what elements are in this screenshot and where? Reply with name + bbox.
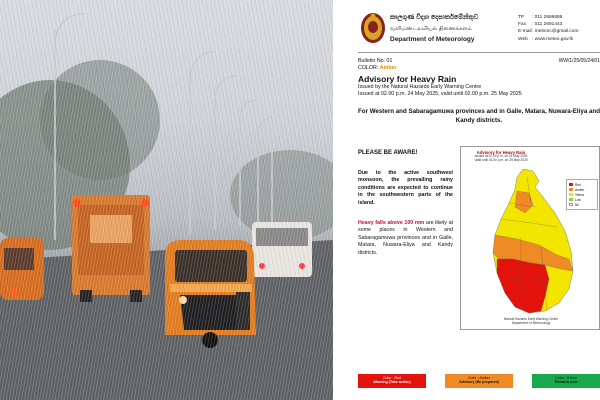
contact-key: E-mail <box>518 29 532 35</box>
box-meaning: Threat is over <box>554 380 578 385</box>
map-footer <box>461 317 600 325</box>
legend-swatch <box>569 188 573 191</box>
legend-label: Red <box>575 182 581 187</box>
monsoon-paragraph: Due to the active southwest monsoon, the prevailing rainy conditions are expected to continue in the southwestern parts of the island. <box>358 169 453 206</box>
map-footer-centre: Natural Hazards Early Warning Centre <box>503 317 559 321</box>
sri-lanka-map <box>461 147 600 331</box>
aware-heading: PLEASE BE AWARE! <box>358 150 418 156</box>
bulletin-ref: WW/1/25/05/24/01 <box>558 58 600 64</box>
map-valid: Valid until 02.00 p.m. on 25 May 2025 <box>474 157 528 162</box>
color-key-footer <box>358 374 600 388</box>
legend-label: Low <box>575 197 581 202</box>
org-name-tamil: வளிமண்டலவியல் திணைக்களம் <box>390 26 472 32</box>
contact-block <box>518 14 578 43</box>
map-footer-dept: Department of Meteorology <box>511 321 551 325</box>
green-over-box <box>532 374 600 388</box>
rainfall-rest: are likely at some places in Western and Sabaragamuwa provinces and in Galle, Matara, Nuwara-Eliya and Kandy districts. <box>358 219 453 256</box>
contact-key: Fax <box>518 22 526 28</box>
legend-label: Nil <box>575 202 579 207</box>
legend-label: Amber <box>575 187 585 192</box>
box-meaning: Warning (Take action) <box>373 380 411 385</box>
org-name-sinhala: කාලගුණ විද්‍යා දෙපාර්තමේන්තුව <box>390 14 479 21</box>
legend-swatch <box>569 203 573 206</box>
divider <box>358 52 600 53</box>
legend-label: Yellow <box>575 192 585 197</box>
box-color: Color : Red <box>382 376 402 380</box>
contact-email: : metnmc@gmail.com <box>532 29 579 35</box>
box-meaning: Advisory (Be prepared) <box>459 380 499 385</box>
color-label: COLOR: <box>358 65 379 71</box>
contact-web: : www.meteo.gov.lk <box>532 36 573 42</box>
map-title: Advisory for Heavy Rain <box>476 150 526 155</box>
amber-advisory-box <box>445 374 513 388</box>
red-warning-box <box>358 374 426 388</box>
legend-item <box>569 202 595 207</box>
bulletin-number: Bulletin No: 01 <box>358 58 393 64</box>
rainfall-highlight: Heavy falls above 100 mm <box>358 219 425 226</box>
contact-tp: : 011 2686686 <box>532 15 563 20</box>
contact-key: TP <box>518 15 525 20</box>
advisory-title: Advisory for Heavy Rain <box>358 74 457 84</box>
issued-by: Issued by the Natural Hazards Early Warning Centre <box>358 84 482 90</box>
weather-bulletin <box>340 0 600 400</box>
color-value: Amber <box>379 65 397 71</box>
legend-swatch <box>569 198 573 201</box>
contact-fax: : 011 2691443 <box>532 22 563 28</box>
org-name-english: Department of Meteorology <box>390 36 475 43</box>
letterhead <box>358 12 598 48</box>
color-line <box>358 65 600 72</box>
legend-swatch <box>569 183 573 186</box>
advisory-body <box>358 150 453 258</box>
box-color: Color : Green <box>555 376 577 380</box>
region-text: For Western and Sabaragamuwa provinces and in Galle, Matara, Nuwara-Eliya and Kandy districts. <box>358 108 600 124</box>
sri-lanka-emblem-icon <box>360 12 386 44</box>
box-color: Color : Amber <box>468 376 490 380</box>
issued-at: Issued at 02.00 p.m. 24 May 2025, valid until 02.00 p.m. 25 May 2025 <box>358 91 522 97</box>
advisory-map <box>460 146 600 330</box>
map-issued: Issued at 02.00 p.m. on 24 May 2025 <box>474 154 528 158</box>
map-legend <box>566 179 598 210</box>
rainfall-paragraph <box>358 220 453 258</box>
contact-key: Web <box>518 36 528 42</box>
legend-swatch <box>569 193 573 196</box>
bulletin-meta <box>358 58 600 98</box>
